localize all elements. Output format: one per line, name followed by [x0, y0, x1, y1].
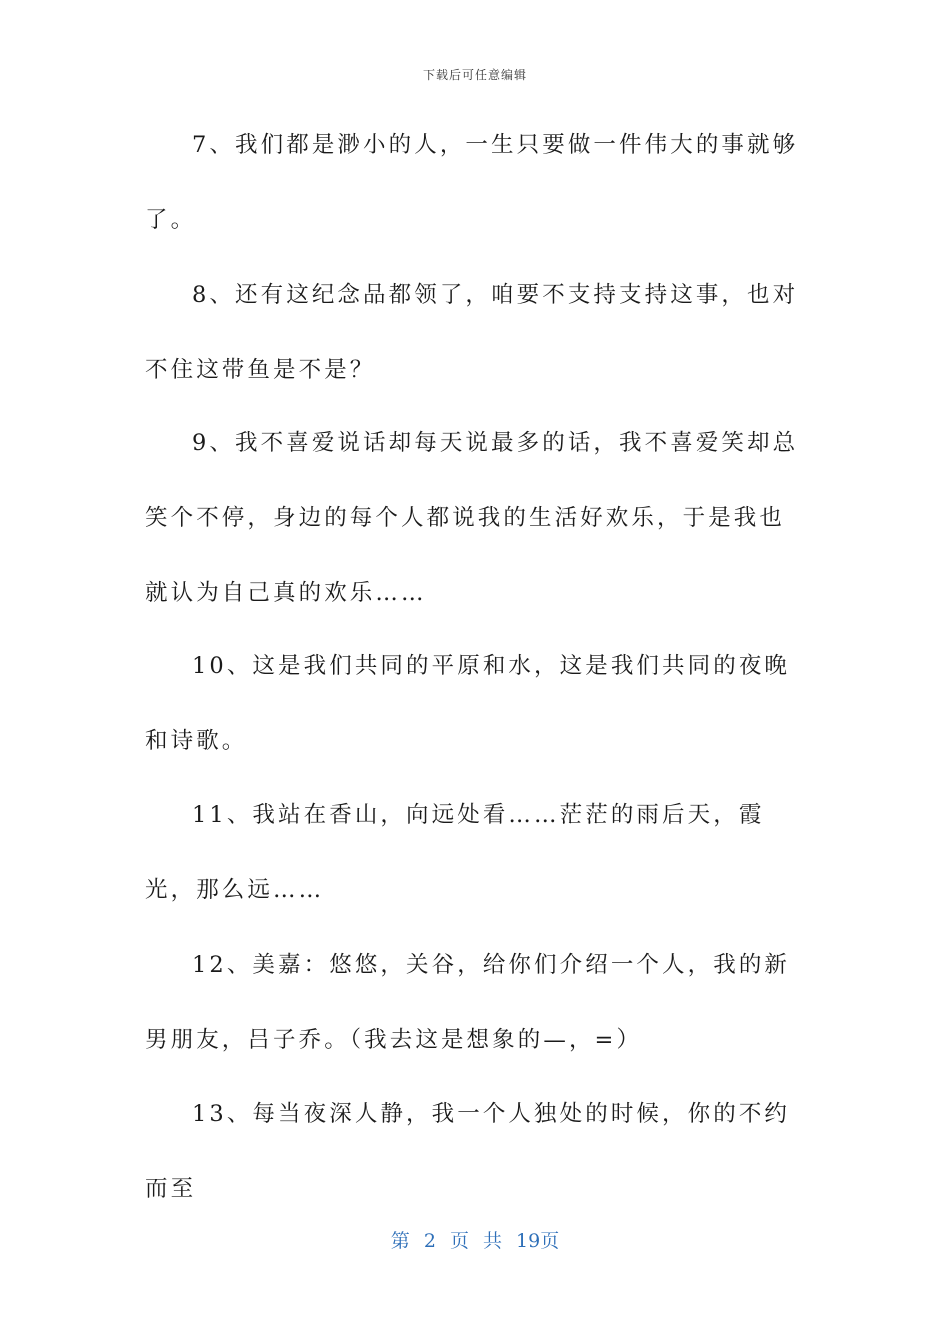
- paragraph-11: 11、我站在香山，向远处看……茫茫的雨后天，霞光，那么远……: [145, 802, 765, 903]
- paragraph-7: 7、我们都是渺小的人，一生只要做一件伟大的事就够了。: [145, 132, 799, 233]
- page-number-footer: 第 2 页 共 19页: [390, 1230, 560, 1252]
- paragraph-8: 8、还有这纪念品都领了，咱要不支持支持这事，也对不住这带鱼是不是？: [145, 282, 799, 383]
- page-header: 下载后可任意编辑: [422, 68, 527, 82]
- paragraph-9: 9、我不喜爱说话却每天说最多的话，我不喜爱笑却总笑个不停，身边的每个人都说我的生活好欢乐，于是我也就认为自己真的欢乐……: [145, 430, 799, 606]
- paragraph-13: 13、每当夜深人静，我一个人独处的时候，你的不约而至: [145, 1101, 791, 1202]
- paragraph-12: 12、美嘉：悠悠，关谷，给你们介绍一个人，我的新男朋友，吕子乔。（我去这是想象的—，=）: [145, 952, 791, 1053]
- paragraph-10: 10、这是我们共同的平原和水，这是我们共同的夜晚和诗歌。: [145, 653, 791, 754]
